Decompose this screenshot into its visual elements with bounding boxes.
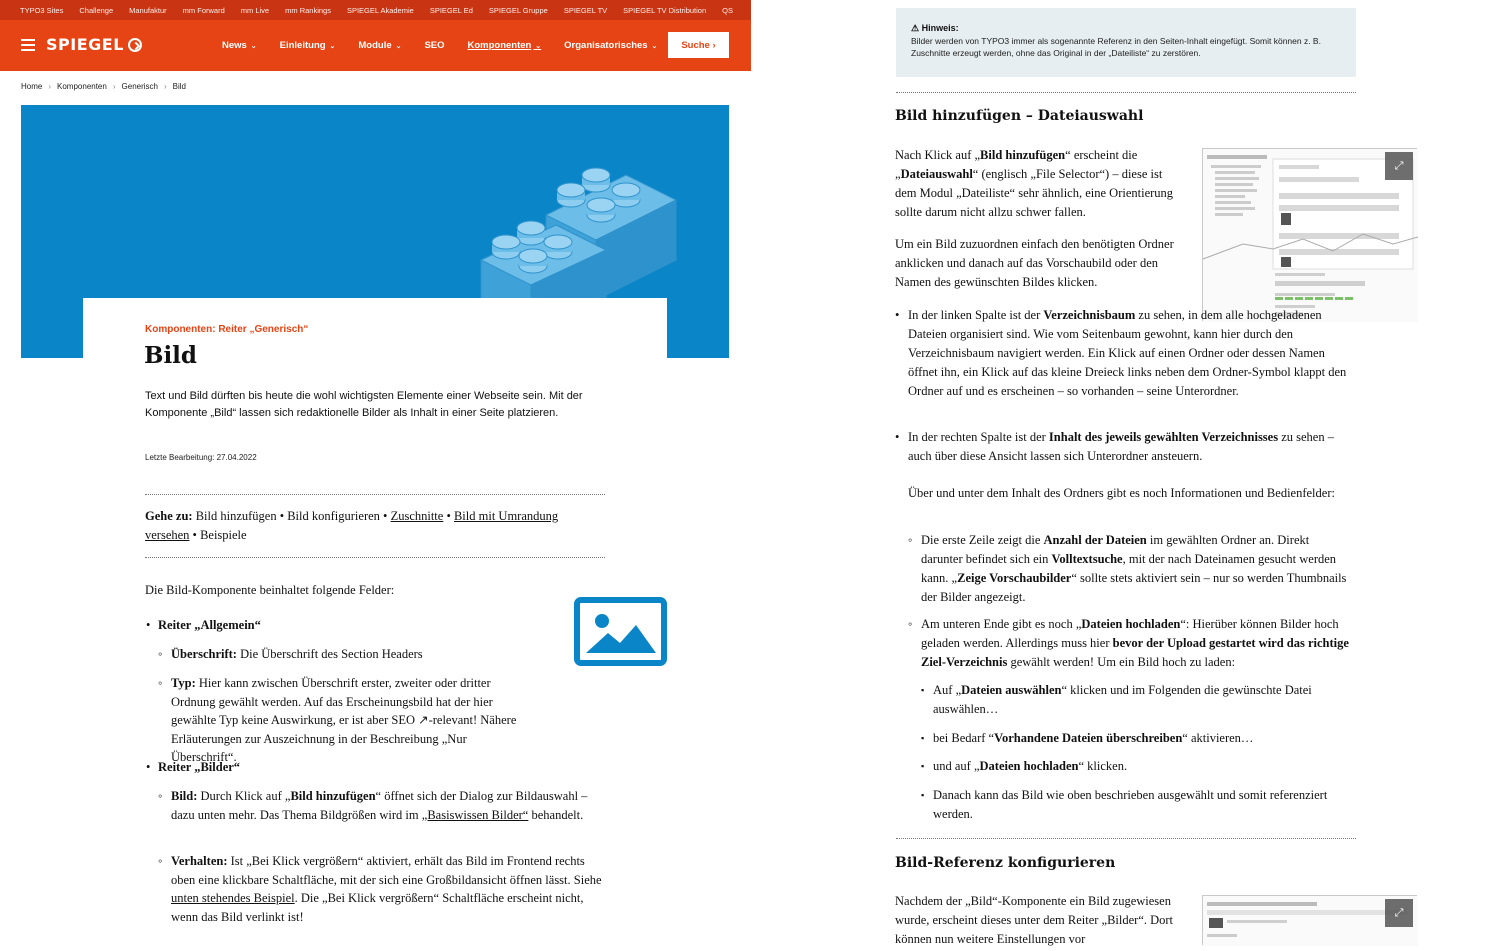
- spiegel-logo[interactable]: [46, 35, 142, 54]
- list-item: ◦ Am unteren Ende gibt es noch „Dateien hochladen“: Hierüber können Bilder hoch geladen werden. Allerdings muss hier bevor der Upload gestartet wird das richtige Ziel-Verzeichnis gewählt werden! Um ein Bild hoch zu laden:: [921, 615, 1349, 672]
- search-button[interactable]: [668, 32, 729, 58]
- top-site-link[interactable]: SPIEGEL Akademie: [346, 5, 414, 15]
- paragraph: Um ein Bild zuzuordnen einfach den benötigten Ordner anklicken und danach auf das Vorschaubild oder den Namen des gewünschten Bildes klicken.: [895, 237, 1174, 289]
- paragraph: Nachdem der „Bild“-Komponente ein Bild zugewiesen wurde, erscheint dieses unter dem Reiter „Bilder“. Dort können nun weitere Einstellungen vor: [895, 894, 1174, 946]
- logo-text: SPIEGEL: [46, 35, 124, 54]
- goto-separator: •: [379, 509, 391, 523]
- breadcrumb: [21, 82, 186, 91]
- chevron-down-icon: ⌄: [327, 43, 336, 50]
- list-item: • In der rechten Spalte ist der Inhalt des jeweils gewählten Verzeichnisses zu sehen – auch über diese Ansicht lassen sich Unterordner ansteuern.: [908, 428, 1338, 466]
- main-navbar: [0, 20, 751, 71]
- top-site-link[interactable]: SPIEGEL TV Distribution: [623, 5, 707, 15]
- list-item: ▪ Auf „Dateien auswählen“ klicken und im Folgenden die gewünschte Datei auswählen…: [933, 681, 1348, 719]
- chevron-down-icon: ⌄: [533, 43, 542, 50]
- menu-icon[interactable]: [21, 39, 35, 51]
- image-reference-screenshot[interactable]: [1202, 895, 1417, 945]
- paragraph: Nach Klick auf „Bild hinzufügen“ erscheint die „Dateiauswahl“ (englisch „File Selector“) – diese ist dem Modul „Dateiliste“ sehr ähnlich, eine Orientierung sollte darum nicht allzu schwer fallen.: [895, 148, 1174, 219]
- nav-item-einleitung[interactable]: [280, 40, 336, 51]
- logo-circle-icon: [128, 38, 142, 52]
- top-site-link[interactable]: mm Rankings: [285, 5, 331, 15]
- list-item: ▪ bei Bedarf “Vorhandene Dateien überschreiben“ aktivieren…: [933, 729, 1348, 748]
- expand-icon[interactable]: ⤢: [1385, 899, 1413, 927]
- list-item: • Reiter „Allgemein“: [158, 616, 261, 635]
- top-site-link[interactable]: mm Live: [240, 5, 270, 15]
- basiswissen-link[interactable]: „Basiswissen Bilder“: [421, 807, 529, 822]
- search-label: Suche: [681, 39, 710, 51]
- nav-item-label: SEO: [424, 40, 445, 51]
- nav-item-module[interactable]: [358, 40, 401, 51]
- list-item: ◦ Verhalten: Ist „Bei Klick vergrößern“ aktiviert, erhält das Bild im Frontend rechts oben eine klickbare Schaltfläche, mit der sich eine Großbildansicht öffnen lässt. Siehe unten stehendes Beispiel. Die „Bei Klick vergrößern“ Schaltfläche erscheint nicht, wenn das Bild verlinkt ist!: [171, 852, 603, 926]
- hint-box: [896, 8, 1356, 77]
- nav-item-news[interactable]: [222, 40, 257, 51]
- top-site-link[interactable]: TYPO3 Sites: [20, 5, 64, 15]
- divider: [145, 557, 605, 558]
- breadcrumb-separator-icon: ›: [48, 82, 52, 91]
- top-site-link[interactable]: QS: [722, 5, 733, 15]
- example-link[interactable]: unten stehendes Beispiel: [171, 891, 295, 905]
- article-kicker: Komponenten: Reiter „Generisch“: [145, 324, 309, 335]
- nav-item-label: Organisatorisches: [564, 40, 648, 51]
- page-title: Bild: [144, 342, 197, 369]
- divider: [896, 92, 1356, 93]
- chevron-down-icon: ⌄: [393, 43, 402, 50]
- chevron-down-icon: ⌄: [649, 43, 658, 50]
- nav-item-label: Einleitung: [279, 40, 326, 51]
- breadcrumb-item[interactable]: Generisch: [121, 82, 158, 91]
- list-item: ◦ Überschrift: Die Überschrift des Section Headers: [171, 645, 611, 664]
- nav-item-organisatorisches[interactable]: [564, 40, 657, 51]
- divider: [896, 838, 1356, 839]
- nav-item-label: Module: [358, 40, 392, 51]
- goto-separator: •: [443, 509, 454, 523]
- list-item: ◦ Typ: Hier kann zwischen Überschrift erster, zweiter oder dritter Ordnung gewählt werden. Auf das Erscheinungsbild hat der hier gewählte Typ keine Auswirkung, er ist aber SEO ↗-relevant! Nähere Erläuterungen zur Auszeichnung in der Beschreibung „Nur Überschrift“.: [171, 674, 521, 767]
- nav-item-seo[interactable]: [424, 40, 444, 51]
- breadcrumb-item[interactable]: Komponenten: [57, 82, 107, 91]
- breadcrumb-item: Bild: [172, 82, 186, 91]
- top-site-link[interactable]: Challenge: [79, 5, 114, 15]
- goto-link[interactable]: Bild mit Umrandung versehen: [145, 509, 559, 542]
- list-item: • In der linken Spalte ist der Verzeichnisbaum zu sehen, in dem alle hochgeladenen Dateien organisiert sind. Wie vom Seitenbaum gewohnt, kann hier durch den Verzeichnisbaum navigiert werden. Ein Klick auf einen Ordner oder dessen Namen öffnet ihn, ein Klick auf das kleine Dreieck links neben dem Ordner-Symbol klappt den Ordner auf und es erscheinen – so vorhanden – seine Unterordner.: [908, 306, 1348, 401]
- goto-link[interactable]: Beispiele: [200, 528, 247, 542]
- nav-item-komponenten[interactable]: [468, 40, 542, 51]
- chevron-right-icon: ›: [712, 39, 716, 51]
- paragraph: Über und unter dem Inhalt des Ordners gibt es noch Informationen und Bedienfelder:: [908, 486, 1335, 500]
- breadcrumb-separator-icon: ›: [112, 82, 116, 91]
- list-item: ▪ und auf „Dateien hochladen“ klicken.: [933, 757, 1348, 776]
- main-nav: [222, 20, 680, 71]
- top-site-link[interactable]: SPIEGEL Ed: [429, 5, 473, 15]
- list-item: ▪ Danach kann das Bild wie oben beschrieben ausgewählt und somit referenziert werden.: [933, 786, 1343, 824]
- section-heading-ref: Bild-Referenz konfigurieren: [895, 855, 1116, 871]
- goto-separator: •: [189, 528, 201, 542]
- file-selector-screenshot[interactable]: [1202, 148, 1417, 321]
- goto-label: Gehe zu:: [145, 509, 193, 523]
- list-item: ◦ Die erste Zeile zeigt die Anzahl der Dateien im gewählten Ordner an. Direkt darunter befindet sich ein Volltextsuche, mit der nach Dateinamen gesucht werden kann. „Zeige Vorschaubilder“ sollte stets aktiviert sein – nur so werden Thumbnails der Bilder angezeigt.: [921, 531, 1353, 607]
- top-site-link[interactable]: SPIEGEL Gruppe: [488, 5, 548, 15]
- list-item: ◦ Bild: Durch Klick auf „Bild hinzufügen“ öffnet sich der Dialog zur Bildauswahl – dazu unten mehr. Das Thema Bildgrößen wird im „Basiswissen Bilder“ behandelt.: [171, 787, 591, 824]
- nav-item-label: Komponenten: [467, 40, 532, 51]
- jump-navigation: [145, 507, 605, 545]
- hint-title: ⚠ Hinweis:: [911, 23, 959, 33]
- chevron-down-icon: ⌄: [248, 43, 257, 50]
- fields-intro: Die Bild-Komponente beinhaltet folgende Felder:: [145, 583, 395, 597]
- article-intro: Text und Bild dürften bis heute die wohl wichtigsten Elemente einer Webseite sein. Mit der Komponente „Bild“ lassen sich redaktionelle Bilder als Inhalt in einer Seite platzieren.: [145, 390, 583, 419]
- top-sites-bar: [0, 0, 751, 20]
- top-site-link[interactable]: SPIEGEL TV: [563, 5, 608, 15]
- nav-item-label: News: [222, 40, 247, 51]
- last-edit-date: Letzte Bearbeitung: 27.04.2022: [145, 453, 257, 462]
- goto-separator: •: [276, 509, 288, 523]
- breadcrumb-item[interactable]: Home: [21, 82, 43, 91]
- expand-icon[interactable]: ⤢: [1385, 152, 1413, 180]
- list-item: • Reiter „Bilder“: [158, 758, 240, 777]
- goto-link[interactable]: Zuschnitte: [390, 509, 444, 523]
- hint-text: Bilder werden von TYPO3 immer als sogenannte Referenz in den Seiten-Inhalt eingefügt. Somit können z. B. Zuschnitte erzeugt werden, ohne das Original in der „Dateiliste“ zu zerstören.: [911, 36, 1321, 58]
- section-heading-add: Bild hinzufügen – Dateiauswahl: [895, 108, 1144, 124]
- top-site-link[interactable]: mm Forward: [182, 5, 225, 15]
- top-site-link[interactable]: Manufaktur: [129, 5, 167, 15]
- goto-link[interactable]: Bild hinzufügen: [195, 509, 277, 523]
- breadcrumb-separator-icon: ›: [163, 82, 167, 91]
- divider: [145, 494, 605, 495]
- goto-link[interactable]: Bild konfigurieren: [287, 509, 380, 523]
